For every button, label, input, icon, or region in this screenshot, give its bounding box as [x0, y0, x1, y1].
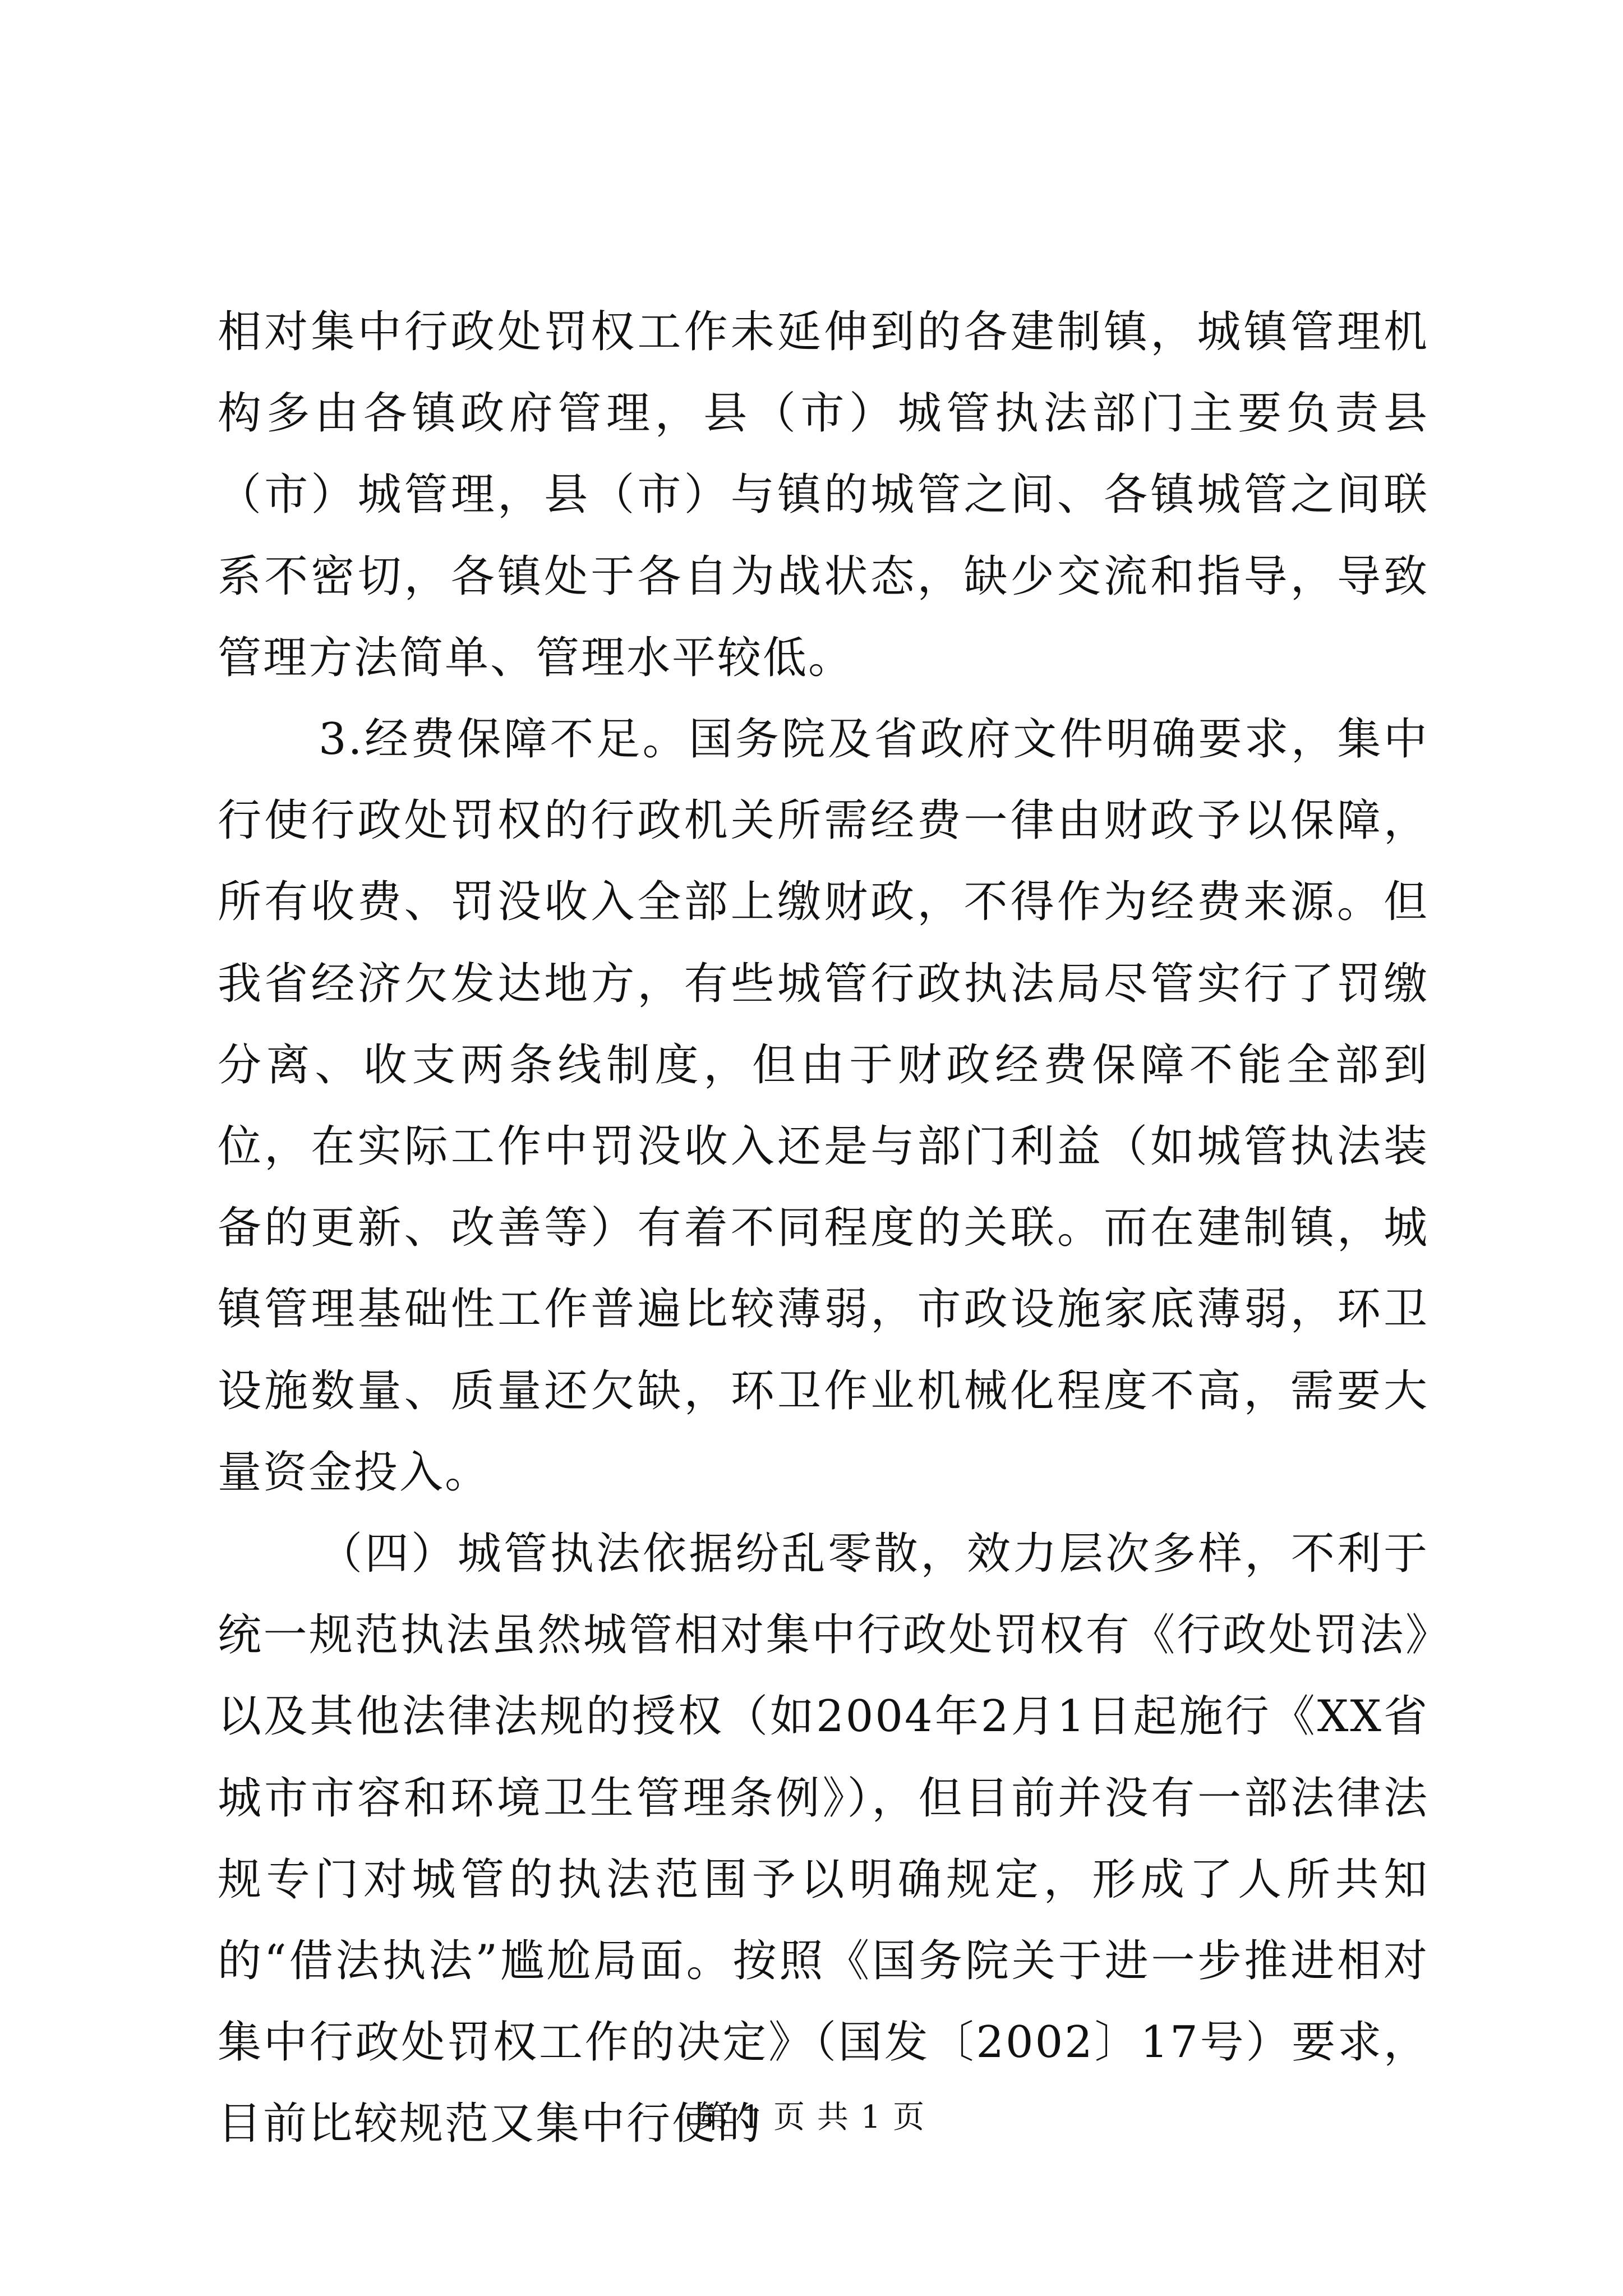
paragraph-1: 相对集中行政处罚权工作未延伸到的各建制镇，城镇管理机构多由各镇政府管理，县（市）城管执法部门主要负责县（市）城管理，县（市）与镇的城管之间、各镇城管之间联系不密切，各镇处于各自为战状态，缺少交流和指导，导致管理方法简单、管理水平较低。	[218, 307, 1429, 683]
page-number-footer: 第 1 页 共 1 页	[697, 2099, 926, 2136]
paragraph-2: 3.经费保障不足。国务院及省政府文件明确要求，集中行使行政处罚权的行政机关所需经费一律由财政予以保障，所有收费、罚没收入全部上缴财政，不得作为经费来源。但我省经济欠发达地方，有些城管行政执法局尽管实行了罚缴分离、收支两条线制度，但由于财政经费保障不能全部到位，在实际工作中罚没收入还是与部门利益（如城管执法装备的更新、改善等）有着不同程度的关联。而在建制镇，城镇管理基础性工作普遍比较薄弱，市政设施家底薄弱，环卫设施数量、质量还欠缺，环卫作业机械化程度不高，需要大量资金投入。	[218, 714, 1429, 1498]
document-body	[218, 292, 1429, 2165]
paragraph-3: （四）城管执法依据纷乱零散，效力层次多样，不利于统一规范执法虽然城管相对集中行政处罚权有《行政处罚法》以及其他法律法规的授权（如2004年2月1日起施行《XX省城市市容和环境卫生管理条例》），但目前并没有一部法律法规专门对城管的执法范围予以明确规定，形成了人所共知的“借法执法”尴尬局面。按照《国务院关于进一步推进相对集中行政处罚权工作的决定》（国发〔2002〕17号）要求，目前比较规范又集中行使的	[218, 1529, 1429, 2150]
